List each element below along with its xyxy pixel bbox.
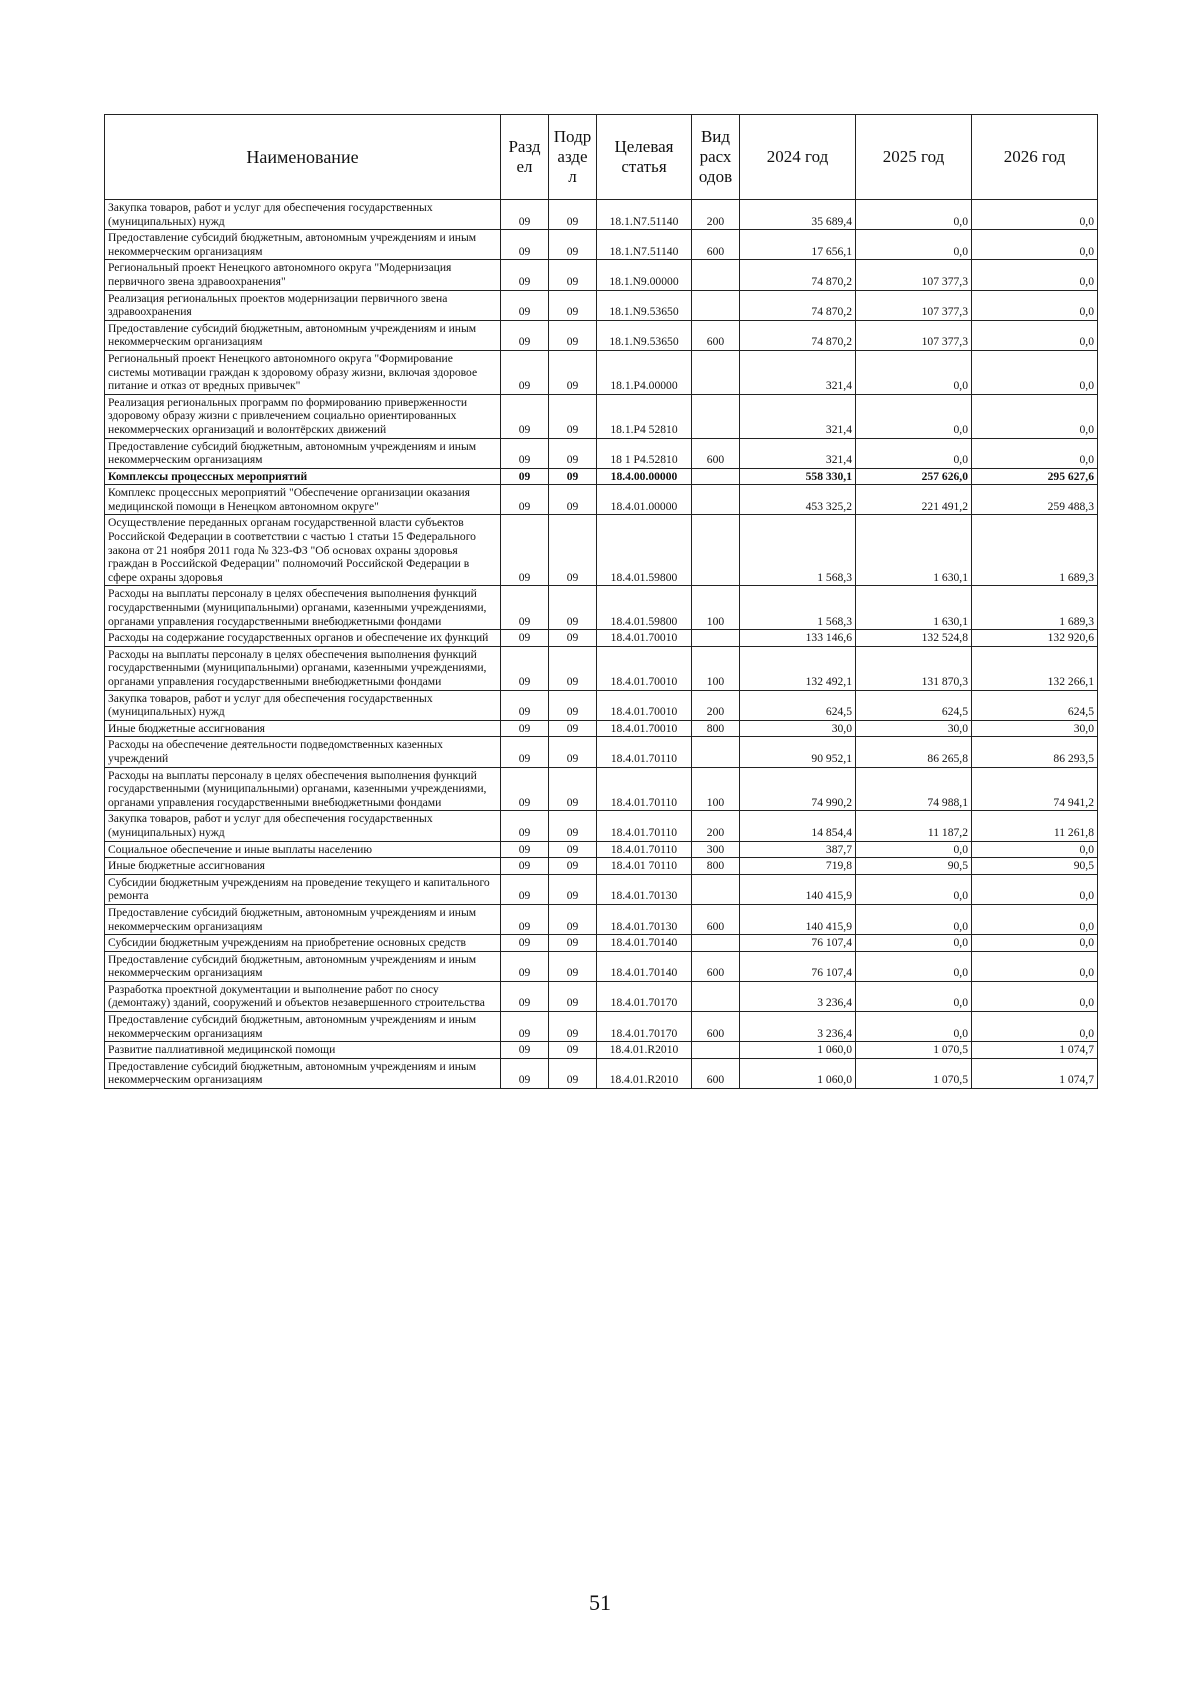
row-name: Реализация региональных проектов модернизации первичного звена здравоохранения — [105, 290, 501, 320]
row-subsection: 09 — [549, 951, 597, 981]
row-value-2026: 90,5 — [972, 858, 1098, 875]
row-expense-type: 800 — [692, 858, 740, 875]
row-target-article: 18.4.01.70140 — [597, 935, 692, 952]
row-value-2026: 1 074,7 — [972, 1042, 1098, 1059]
row-target-article: 18.4.01 70110 — [597, 858, 692, 875]
row-expense-type: 300 — [692, 841, 740, 858]
row-section: 09 — [501, 767, 549, 811]
row-section: 09 — [501, 981, 549, 1011]
row-value-2025: 132 524,8 — [856, 630, 972, 647]
row-value-2026: 0,0 — [972, 981, 1098, 1011]
row-name: Развитие паллиативной медицинской помощи — [105, 1042, 501, 1059]
row-name: Предоставление субсидий бюджетным, автономным учреждениям и иным некоммерческим организациям — [105, 320, 501, 350]
row-subsection: 09 — [549, 811, 597, 841]
row-name: Комплексы процессных мероприятий — [105, 468, 501, 485]
row-expense-type: 600 — [692, 438, 740, 468]
row-value-2024: 453 325,2 — [740, 485, 856, 515]
row-expense-type — [692, 515, 740, 586]
row-target-article: 18.4.01.R2010 — [597, 1058, 692, 1088]
row-target-article: 18.1.N7.51140 — [597, 230, 692, 260]
row-value-2025: 90,5 — [856, 858, 972, 875]
table-row — [105, 646, 1098, 690]
row-subsection: 09 — [549, 260, 597, 290]
row-name: Субсидии бюджетным учреждениям на проведение текущего и капитального ремонта — [105, 874, 501, 904]
table-row — [105, 394, 1098, 438]
row-value-2025: 0,0 — [856, 904, 972, 934]
row-value-2026: 0,0 — [972, 320, 1098, 350]
table-row — [105, 811, 1098, 841]
row-section: 09 — [501, 1058, 549, 1088]
table-row — [105, 350, 1098, 394]
row-target-article: 18 1 P4.52810 — [597, 438, 692, 468]
row-target-article: 18.4.01.70010 — [597, 646, 692, 690]
row-expense-type — [692, 290, 740, 320]
row-name: Закупка товаров, работ и услуг для обеспечения государственных (муниципальных) нужд — [105, 200, 501, 230]
row-subsection: 09 — [549, 874, 597, 904]
row-section: 09 — [501, 350, 549, 394]
table-row — [105, 230, 1098, 260]
table-row — [105, 690, 1098, 720]
table-row — [105, 260, 1098, 290]
row-subsection: 09 — [549, 737, 597, 767]
row-target-article: 18.1.P4.00000 — [597, 350, 692, 394]
row-name: Региональный проект Ненецкого автономного округа "Формирование системы мотивации граждан к здоровому образу жизни, включая здоровое питание и отказ от вредных привычек" — [105, 350, 501, 394]
header-year-2025: 2025 год — [856, 115, 972, 200]
row-target-article: 18.4.01.70110 — [597, 737, 692, 767]
row-target-article: 18.4.01.70110 — [597, 841, 692, 858]
row-value-2024: 30,0 — [740, 720, 856, 737]
row-name: Расходы на выплаты персоналу в целях обеспечения выполнения функций государственными (муниципальными) органами, казенными учреждениями, органами управления государственными внебюджетными фондами — [105, 586, 501, 630]
row-value-2026: 30,0 — [972, 720, 1098, 737]
row-value-2025: 0,0 — [856, 874, 972, 904]
row-section: 09 — [501, 515, 549, 586]
row-value-2025: 86 265,8 — [856, 737, 972, 767]
row-value-2025: 624,5 — [856, 690, 972, 720]
row-section: 09 — [501, 320, 549, 350]
row-section: 09 — [501, 935, 549, 952]
row-value-2024: 1 568,3 — [740, 586, 856, 630]
row-target-article: 18.4.01.70130 — [597, 874, 692, 904]
row-name: Комплекс процессных мероприятий "Обеспечение организации оказания медицинской помощи в Ненецком автономном округе" — [105, 485, 501, 515]
row-expense-type — [692, 468, 740, 485]
row-subsection: 09 — [549, 1058, 597, 1088]
row-value-2024: 719,8 — [740, 858, 856, 875]
row-subsection: 09 — [549, 485, 597, 515]
row-name: Иные бюджетные ассигнования — [105, 720, 501, 737]
row-value-2025: 257 626,0 — [856, 468, 972, 485]
row-name: Субсидии бюджетным учреждениям на приобретение основных средств — [105, 935, 501, 952]
table-row — [105, 485, 1098, 515]
row-section: 09 — [501, 260, 549, 290]
row-section: 09 — [501, 290, 549, 320]
header-subsection: Подр азде л — [549, 115, 597, 200]
row-target-article: 18.4.01.70010 — [597, 630, 692, 647]
row-value-2026: 0,0 — [972, 350, 1098, 394]
row-value-2025: 0,0 — [856, 200, 972, 230]
row-value-2026: 295 627,6 — [972, 468, 1098, 485]
row-value-2025: 1 630,1 — [856, 515, 972, 586]
table-row — [105, 290, 1098, 320]
row-subsection: 09 — [549, 841, 597, 858]
table-row — [105, 200, 1098, 230]
row-section: 09 — [501, 200, 549, 230]
row-subsection: 09 — [549, 320, 597, 350]
row-subsection: 09 — [549, 468, 597, 485]
header-year-2026: 2026 год — [972, 115, 1098, 200]
header-section: Разд ел — [501, 115, 549, 200]
row-value-2025: 1 070,5 — [856, 1058, 972, 1088]
row-value-2024: 74 870,2 — [740, 320, 856, 350]
row-value-2024: 74 870,2 — [740, 290, 856, 320]
row-value-2024: 3 236,4 — [740, 1012, 856, 1042]
row-subsection: 09 — [549, 858, 597, 875]
row-value-2024: 624,5 — [740, 690, 856, 720]
row-name: Реализация региональных программ по формированию приверженности здоровому образу жизни с привлечением социально ориентированных некоммерческих организаций и волонтёрских движений — [105, 394, 501, 438]
row-target-article: 18.4.01.59800 — [597, 515, 692, 586]
row-value-2026: 0,0 — [972, 841, 1098, 858]
row-subsection: 09 — [549, 200, 597, 230]
table-row — [105, 904, 1098, 934]
table-row — [105, 438, 1098, 468]
row-expense-type — [692, 630, 740, 647]
row-name: Расходы на выплаты персоналу в целях обеспечения выполнения функций государственными (муниципальными) органами, казенными учреждениями, органами управления государственными внебюджетными фондами — [105, 767, 501, 811]
row-value-2026: 0,0 — [972, 874, 1098, 904]
row-value-2026: 11 261,8 — [972, 811, 1098, 841]
table-row — [105, 1042, 1098, 1059]
row-value-2024: 132 492,1 — [740, 646, 856, 690]
budget-table — [104, 114, 1098, 1089]
row-subsection: 09 — [549, 586, 597, 630]
row-name: Осуществление переданных органам государственной власти субъектов Российской Федерации в соответствии с частью 1 статьи 15 Федерального закона от 21 ноября 2011 года № 323-ФЗ "Об основах охраны здоровья граждан в Российской Федерации" полномочий Российской Федерации в сфере охраны здоровья — [105, 515, 501, 586]
row-value-2024: 133 146,6 — [740, 630, 856, 647]
budget-table-container — [104, 114, 1097, 1089]
row-target-article: 18.4.01.70140 — [597, 951, 692, 981]
table-row — [105, 1058, 1098, 1088]
header-name: Наименование — [105, 115, 501, 200]
row-subsection: 09 — [549, 646, 597, 690]
row-name: Иные бюджетные ассигнования — [105, 858, 501, 875]
table-row — [105, 515, 1098, 586]
table-row — [105, 858, 1098, 875]
row-expense-type: 600 — [692, 320, 740, 350]
row-value-2025: 0,0 — [856, 841, 972, 858]
row-target-article: 18.4.01.R2010 — [597, 1042, 692, 1059]
row-target-article: 18.4.00.00000 — [597, 468, 692, 485]
row-section: 09 — [501, 230, 549, 260]
row-expense-type: 200 — [692, 811, 740, 841]
row-value-2024: 1 060,0 — [740, 1058, 856, 1088]
row-target-article: 18.1.N9.00000 — [597, 260, 692, 290]
table-row — [105, 720, 1098, 737]
row-section: 09 — [501, 468, 549, 485]
row-value-2025: 221 491,2 — [856, 485, 972, 515]
row-value-2025: 107 377,3 — [856, 290, 972, 320]
table-body — [105, 200, 1098, 1089]
row-value-2024: 321,4 — [740, 350, 856, 394]
row-value-2026: 1 689,3 — [972, 515, 1098, 586]
row-value-2024: 140 415,9 — [740, 904, 856, 934]
row-value-2025: 30,0 — [856, 720, 972, 737]
row-subsection: 09 — [549, 690, 597, 720]
table-row — [105, 935, 1098, 952]
row-value-2026: 132 920,6 — [972, 630, 1098, 647]
row-target-article: 18.4.01.70170 — [597, 981, 692, 1011]
row-value-2026: 132 266,1 — [972, 646, 1098, 690]
table-row — [105, 1012, 1098, 1042]
table-row — [105, 981, 1098, 1011]
row-name: Закупка товаров, работ и услуг для обеспечения государственных (муниципальных) нужд — [105, 811, 501, 841]
row-section: 09 — [501, 720, 549, 737]
row-expense-type: 800 — [692, 720, 740, 737]
row-subsection: 09 — [549, 1042, 597, 1059]
header-target-article: Целевая статья — [597, 115, 692, 200]
row-section: 09 — [501, 874, 549, 904]
row-value-2025: 1 070,5 — [856, 1042, 972, 1059]
row-target-article: 18.1.N7.51140 — [597, 200, 692, 230]
row-target-article: 18.4.01.70110 — [597, 811, 692, 841]
row-target-article: 18.4.01.59800 — [597, 586, 692, 630]
row-section: 09 — [501, 485, 549, 515]
table-row — [105, 767, 1098, 811]
row-expense-type — [692, 981, 740, 1011]
row-section: 09 — [501, 904, 549, 934]
row-section: 09 — [501, 438, 549, 468]
row-value-2024: 74 870,2 — [740, 260, 856, 290]
row-value-2025: 107 377,3 — [856, 320, 972, 350]
row-section: 09 — [501, 841, 549, 858]
row-value-2025: 0,0 — [856, 935, 972, 952]
row-value-2024: 1 060,0 — [740, 1042, 856, 1059]
row-expense-type: 200 — [692, 690, 740, 720]
row-value-2026: 0,0 — [972, 935, 1098, 952]
row-name: Предоставление субсидий бюджетным, автономным учреждениям и иным некоммерческим организациям — [105, 230, 501, 260]
page-number: 51 — [589, 1590, 611, 1615]
row-value-2026: 74 941,2 — [972, 767, 1098, 811]
row-value-2024: 387,7 — [740, 841, 856, 858]
row-subsection: 09 — [549, 720, 597, 737]
row-subsection: 09 — [549, 981, 597, 1011]
row-section: 09 — [501, 690, 549, 720]
row-expense-type — [692, 874, 740, 904]
row-target-article: 18.4.01.70010 — [597, 720, 692, 737]
row-name: Предоставление субсидий бюджетным, автономным учреждениям и иным некоммерческим организациям — [105, 951, 501, 981]
row-value-2024: 3 236,4 — [740, 981, 856, 1011]
row-subsection: 09 — [549, 935, 597, 952]
row-value-2024: 14 854,4 — [740, 811, 856, 841]
row-value-2025: 1 630,1 — [856, 586, 972, 630]
row-value-2026: 0,0 — [972, 951, 1098, 981]
row-section: 09 — [501, 394, 549, 438]
row-value-2025: 0,0 — [856, 438, 972, 468]
row-name: Социальное обеспечение и иные выплаты населению — [105, 841, 501, 858]
table-row — [105, 841, 1098, 858]
row-name: Закупка товаров, работ и услуг для обеспечения государственных (муниципальных) нужд — [105, 690, 501, 720]
row-name: Расходы на обеспечение деятельности подведомственных казенных учреждений — [105, 737, 501, 767]
row-target-article: 18.4.01.00000 — [597, 485, 692, 515]
row-value-2026: 0,0 — [972, 438, 1098, 468]
row-value-2025: 74 988,1 — [856, 767, 972, 811]
row-target-article: 18.1.N9.53650 — [597, 290, 692, 320]
row-value-2024: 558 330,1 — [740, 468, 856, 485]
row-value-2026: 1 074,7 — [972, 1058, 1098, 1088]
row-section: 09 — [501, 1042, 549, 1059]
row-section: 09 — [501, 737, 549, 767]
row-subsection: 09 — [549, 290, 597, 320]
row-expense-type: 100 — [692, 646, 740, 690]
row-subsection: 09 — [549, 1012, 597, 1042]
row-section: 09 — [501, 951, 549, 981]
table-row — [105, 951, 1098, 981]
row-value-2026: 259 488,3 — [972, 485, 1098, 515]
row-value-2026: 86 293,5 — [972, 737, 1098, 767]
row-value-2025: 11 187,2 — [856, 811, 972, 841]
row-expense-type — [692, 394, 740, 438]
row-section: 09 — [501, 586, 549, 630]
row-subsection: 09 — [549, 438, 597, 468]
row-section: 09 — [501, 646, 549, 690]
table-row — [105, 737, 1098, 767]
row-value-2024: 321,4 — [740, 438, 856, 468]
row-section: 09 — [501, 858, 549, 875]
row-target-article: 18.4.01.70110 — [597, 767, 692, 811]
row-name: Предоставление субсидий бюджетным, автономным учреждениям и иным некоммерческим организациям — [105, 1058, 501, 1088]
row-value-2024: 76 107,4 — [740, 935, 856, 952]
row-value-2025: 107 377,3 — [856, 260, 972, 290]
header-year-2024: 2024 год — [740, 115, 856, 200]
row-value-2024: 90 952,1 — [740, 737, 856, 767]
row-expense-type — [692, 1042, 740, 1059]
row-value-2024: 140 415,9 — [740, 874, 856, 904]
row-value-2026: 0,0 — [972, 290, 1098, 320]
row-expense-type — [692, 260, 740, 290]
row-value-2024: 74 990,2 — [740, 767, 856, 811]
row-value-2026: 0,0 — [972, 1012, 1098, 1042]
row-value-2026: 624,5 — [972, 690, 1098, 720]
row-target-article: 18.4.01.70130 — [597, 904, 692, 934]
row-subsection: 09 — [549, 230, 597, 260]
row-expense-type — [692, 350, 740, 394]
row-target-article: 18.1.P4 52810 — [597, 394, 692, 438]
row-expense-type — [692, 485, 740, 515]
row-target-article: 18.1.N9.53650 — [597, 320, 692, 350]
row-subsection: 09 — [549, 394, 597, 438]
row-expense-type: 600 — [692, 1058, 740, 1088]
row-value-2026: 0,0 — [972, 200, 1098, 230]
row-expense-type: 600 — [692, 951, 740, 981]
row-value-2025: 0,0 — [856, 951, 972, 981]
row-subsection: 09 — [549, 630, 597, 647]
table-row — [105, 874, 1098, 904]
header-expense-type: Вид расх одов — [692, 115, 740, 200]
row-section: 09 — [501, 630, 549, 647]
row-section: 09 — [501, 1012, 549, 1042]
row-expense-type: 100 — [692, 767, 740, 811]
row-value-2025: 0,0 — [856, 981, 972, 1011]
row-expense-type — [692, 935, 740, 952]
row-expense-type: 600 — [692, 230, 740, 260]
table-row — [105, 468, 1098, 485]
row-expense-type: 600 — [692, 904, 740, 934]
row-expense-type — [692, 737, 740, 767]
row-value-2026: 0,0 — [972, 904, 1098, 934]
row-name: Разработка проектной документации и выполнение работ по сносу (демонтажу) зданий, сооружений и объектов незавершенного строительства — [105, 981, 501, 1011]
row-name: Расходы на содержание государственных органов и обеспечение их функций — [105, 630, 501, 647]
row-value-2024: 35 689,4 — [740, 200, 856, 230]
row-name: Предоставление субсидий бюджетным, автономным учреждениям и иным некоммерческим организациям — [105, 438, 501, 468]
row-value-2025: 0,0 — [856, 1012, 972, 1042]
row-value-2025: 131 870,3 — [856, 646, 972, 690]
row-value-2025: 0,0 — [856, 394, 972, 438]
table-row — [105, 630, 1098, 647]
row-expense-type: 100 — [692, 586, 740, 630]
row-value-2026: 1 689,3 — [972, 586, 1098, 630]
row-expense-type: 600 — [692, 1012, 740, 1042]
row-value-2025: 0,0 — [856, 230, 972, 260]
row-value-2025: 0,0 — [856, 350, 972, 394]
row-value-2024: 17 656,1 — [740, 230, 856, 260]
row-subsection: 09 — [549, 515, 597, 586]
table-header-row — [105, 115, 1098, 200]
row-subsection: 09 — [549, 767, 597, 811]
row-value-2026: 0,0 — [972, 230, 1098, 260]
row-value-2024: 1 568,3 — [740, 515, 856, 586]
row-value-2024: 76 107,4 — [740, 951, 856, 981]
row-name: Предоставление субсидий бюджетным, автономным учреждениям и иным некоммерческим организациям — [105, 904, 501, 934]
row-name: Региональный проект Ненецкого автономного округа "Модернизация первичного звена здравоохранения" — [105, 260, 501, 290]
row-subsection: 09 — [549, 904, 597, 934]
row-expense-type: 200 — [692, 200, 740, 230]
row-name: Предоставление субсидий бюджетным, автономным учреждениям и иным некоммерческим организациям — [105, 1012, 501, 1042]
row-subsection: 09 — [549, 350, 597, 394]
table-row — [105, 586, 1098, 630]
row-name: Расходы на выплаты персоналу в целях обеспечения выполнения функций государственными (муниципальными) органами, казенными учреждениями, органами управления государственными внебюджетными фондами — [105, 646, 501, 690]
row-section: 09 — [501, 811, 549, 841]
row-value-2024: 321,4 — [740, 394, 856, 438]
row-target-article: 18.4.01.70010 — [597, 690, 692, 720]
row-value-2026: 0,0 — [972, 394, 1098, 438]
row-value-2026: 0,0 — [972, 260, 1098, 290]
row-target-article: 18.4.01.70170 — [597, 1012, 692, 1042]
table-row — [105, 320, 1098, 350]
